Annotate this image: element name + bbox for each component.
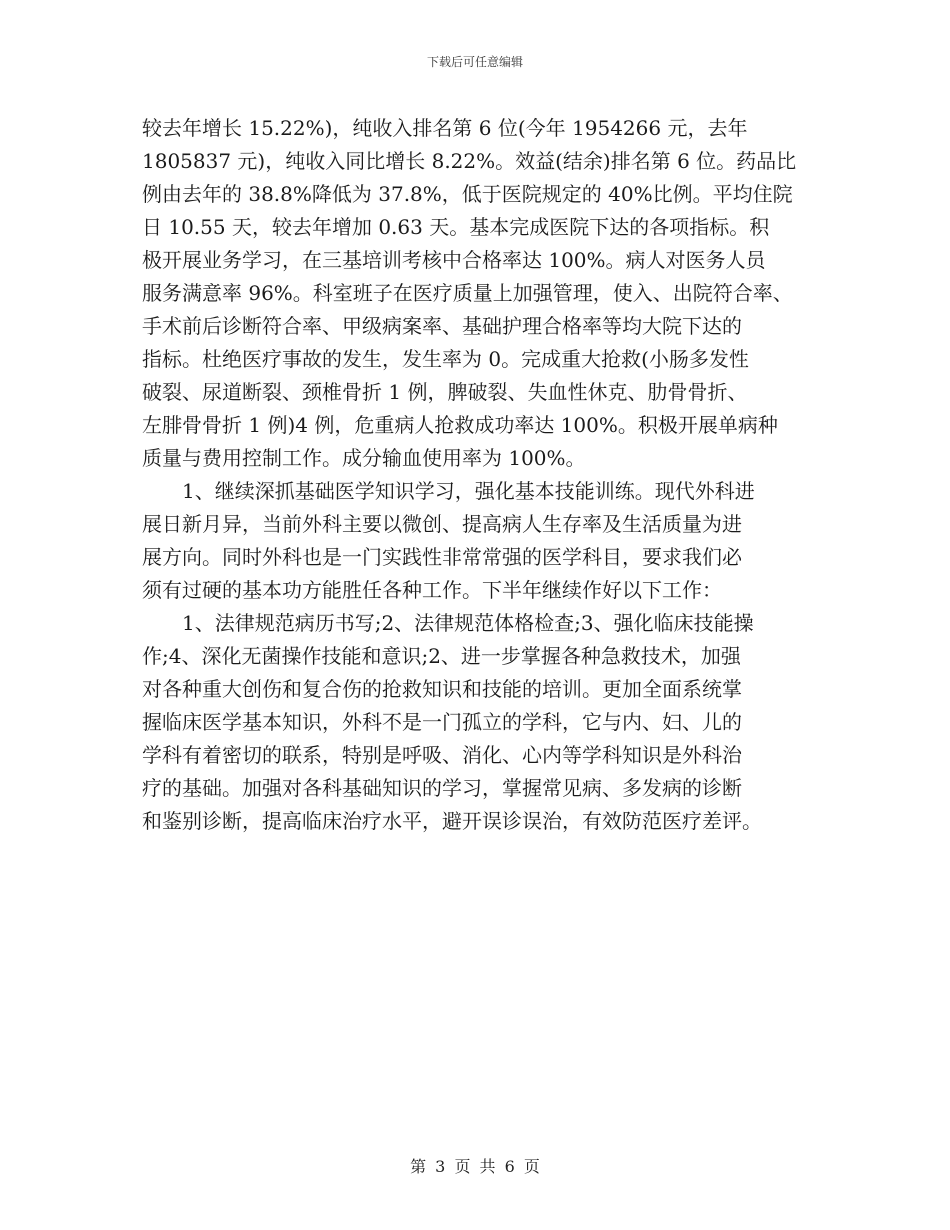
text-line: 例由去年的 38.8%降低为 37.8%，低于医院规定的 40%比例。平均住院 (142, 182, 793, 206)
text-line: 指标。杜绝医疗事故的发生，发生率为 0。完成重大抢救(小肠多发性 (142, 347, 749, 371)
text-line: 展方向。同时外科也是一门实践性非常常强的医学科目，要求我们必 (142, 545, 742, 569)
text-line: 握临床医学基本知识，外科不是一门孤立的学科，它与内、妇、儿的 (142, 710, 742, 734)
text-line: 质量与费用控制工作。成分输血使用率为 100%。 (142, 446, 586, 470)
text-line: 疗的基础。加强对各科基础知识的学习，掌握常见病、多发病的诊断 (142, 776, 742, 800)
text-line: 对各种重大创伤和复合伤的抢救知识和技能的培训。更加全面系统掌 (142, 677, 742, 701)
text-line: 展日新月异，当前外科主要以微创、提高病人生存率及生活质量为进 (142, 512, 742, 536)
text-line: 和鉴别诊断，提高临床治疗水平，避开误诊误治，有效防范医疗差评。 (142, 809, 762, 833)
paragraph-start-line: 1、法律规范病历书写;2、法律规范体格检查;3、强化临床技能操 (182, 611, 754, 635)
document-body (142, 112, 842, 838)
text-line: 破裂、尿道断裂、颈椎骨折 1 例，脾破裂、失血性休克、肋骨骨折、 (142, 380, 748, 404)
text-line: 极开展业务学习，在三基培训考核中合格率达 100%。病人对医务人员 (142, 248, 766, 272)
text-line: 手术前后诊断符合率、甲级病案率、基础护理合格率等均大院下达的 (142, 314, 742, 338)
text-line: 服务满意率 96%。科室班子在医疗质量上加强管理，使入、出院符合率、 (142, 281, 793, 305)
text-line: 学科有着密切的联系，特别是呼吸、消化、心内等学科知识是外科治 (142, 743, 742, 767)
text-line: 作;4、深化无菌操作技能和意识;2、进一步掌握各种急救技术，加强 (142, 644, 741, 668)
text-line: 日 10.55 天，较去年增加 0.63 天。基本完成医院下达的各项指标。积 (142, 215, 770, 239)
paragraph-start-line: 1、继续深抓基础医学知识学习，强化基本技能训练。现代外科进 (182, 479, 755, 503)
text-line: 须有过硬的基本功方能胜任各种工作。下半年继续作好以下工作： (142, 578, 722, 602)
page-number-footer: 第 3 页 共 6 页 (410, 1157, 540, 1176)
text-line: 左腓骨骨折 1 例)4 例，危重病人抢救成功率达 100%。积极开展单病种 (142, 413, 778, 437)
page-header: 下载后可任意编辑 (426, 55, 523, 69)
text-line: 1805837 元)，纯收入同比增长 8.22%。效益(结余)排名第 6 位。药品比 (142, 149, 797, 173)
text-line: 较去年增长 15.22%)，纯收入排名第 6 位(今年 1954266 元，去年 (142, 116, 748, 140)
